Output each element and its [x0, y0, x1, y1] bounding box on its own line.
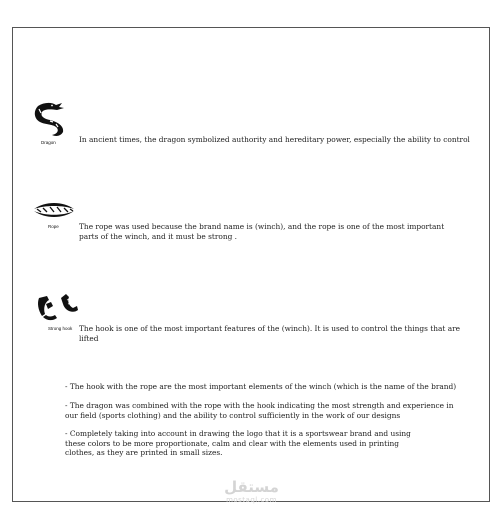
- hook-icon: [33, 292, 81, 324]
- rope-description: The rope was used because the brand name is (winch), and the rope is one of the most important parts of the winch, and it must be strong .: [79, 222, 445, 241]
- hook-description: The hook is one of the most important features of the (winch). It is used to control the things that are lifted: [79, 324, 461, 343]
- hook-caption: Strong hook: [48, 326, 73, 331]
- note-hook-rope: - The hook with the rope are the most important elements of the winch (which is the name of the brand): [65, 382, 457, 391]
- rope-icon: [31, 202, 77, 220]
- dragon-description: In ancient times, the dragon symbolized authority and hereditary power, especially the ability to control: [79, 135, 470, 144]
- watermark-arabic: مستقل: [224, 478, 279, 496]
- note-dragon-combined: - The dragon was combined with the rope with the hook indicating the most strength and experience in our field (sports clothing) and the ability to control sufficiently in the work of our designs: [65, 401, 454, 420]
- dragon-icon: [30, 100, 70, 138]
- dragon-caption: Dragon: [41, 140, 56, 145]
- note-logo-drawing: - Completely taking into account in drawing the logo that it is a sportswear brand and using these colors to be more proportionate, calm and clear with the elements used in printing clothes, as they are printed in small sizes.: [65, 429, 411, 457]
- watermark-latin: mostaql.com: [226, 496, 277, 504]
- rope-caption: Rope: [48, 224, 59, 229]
